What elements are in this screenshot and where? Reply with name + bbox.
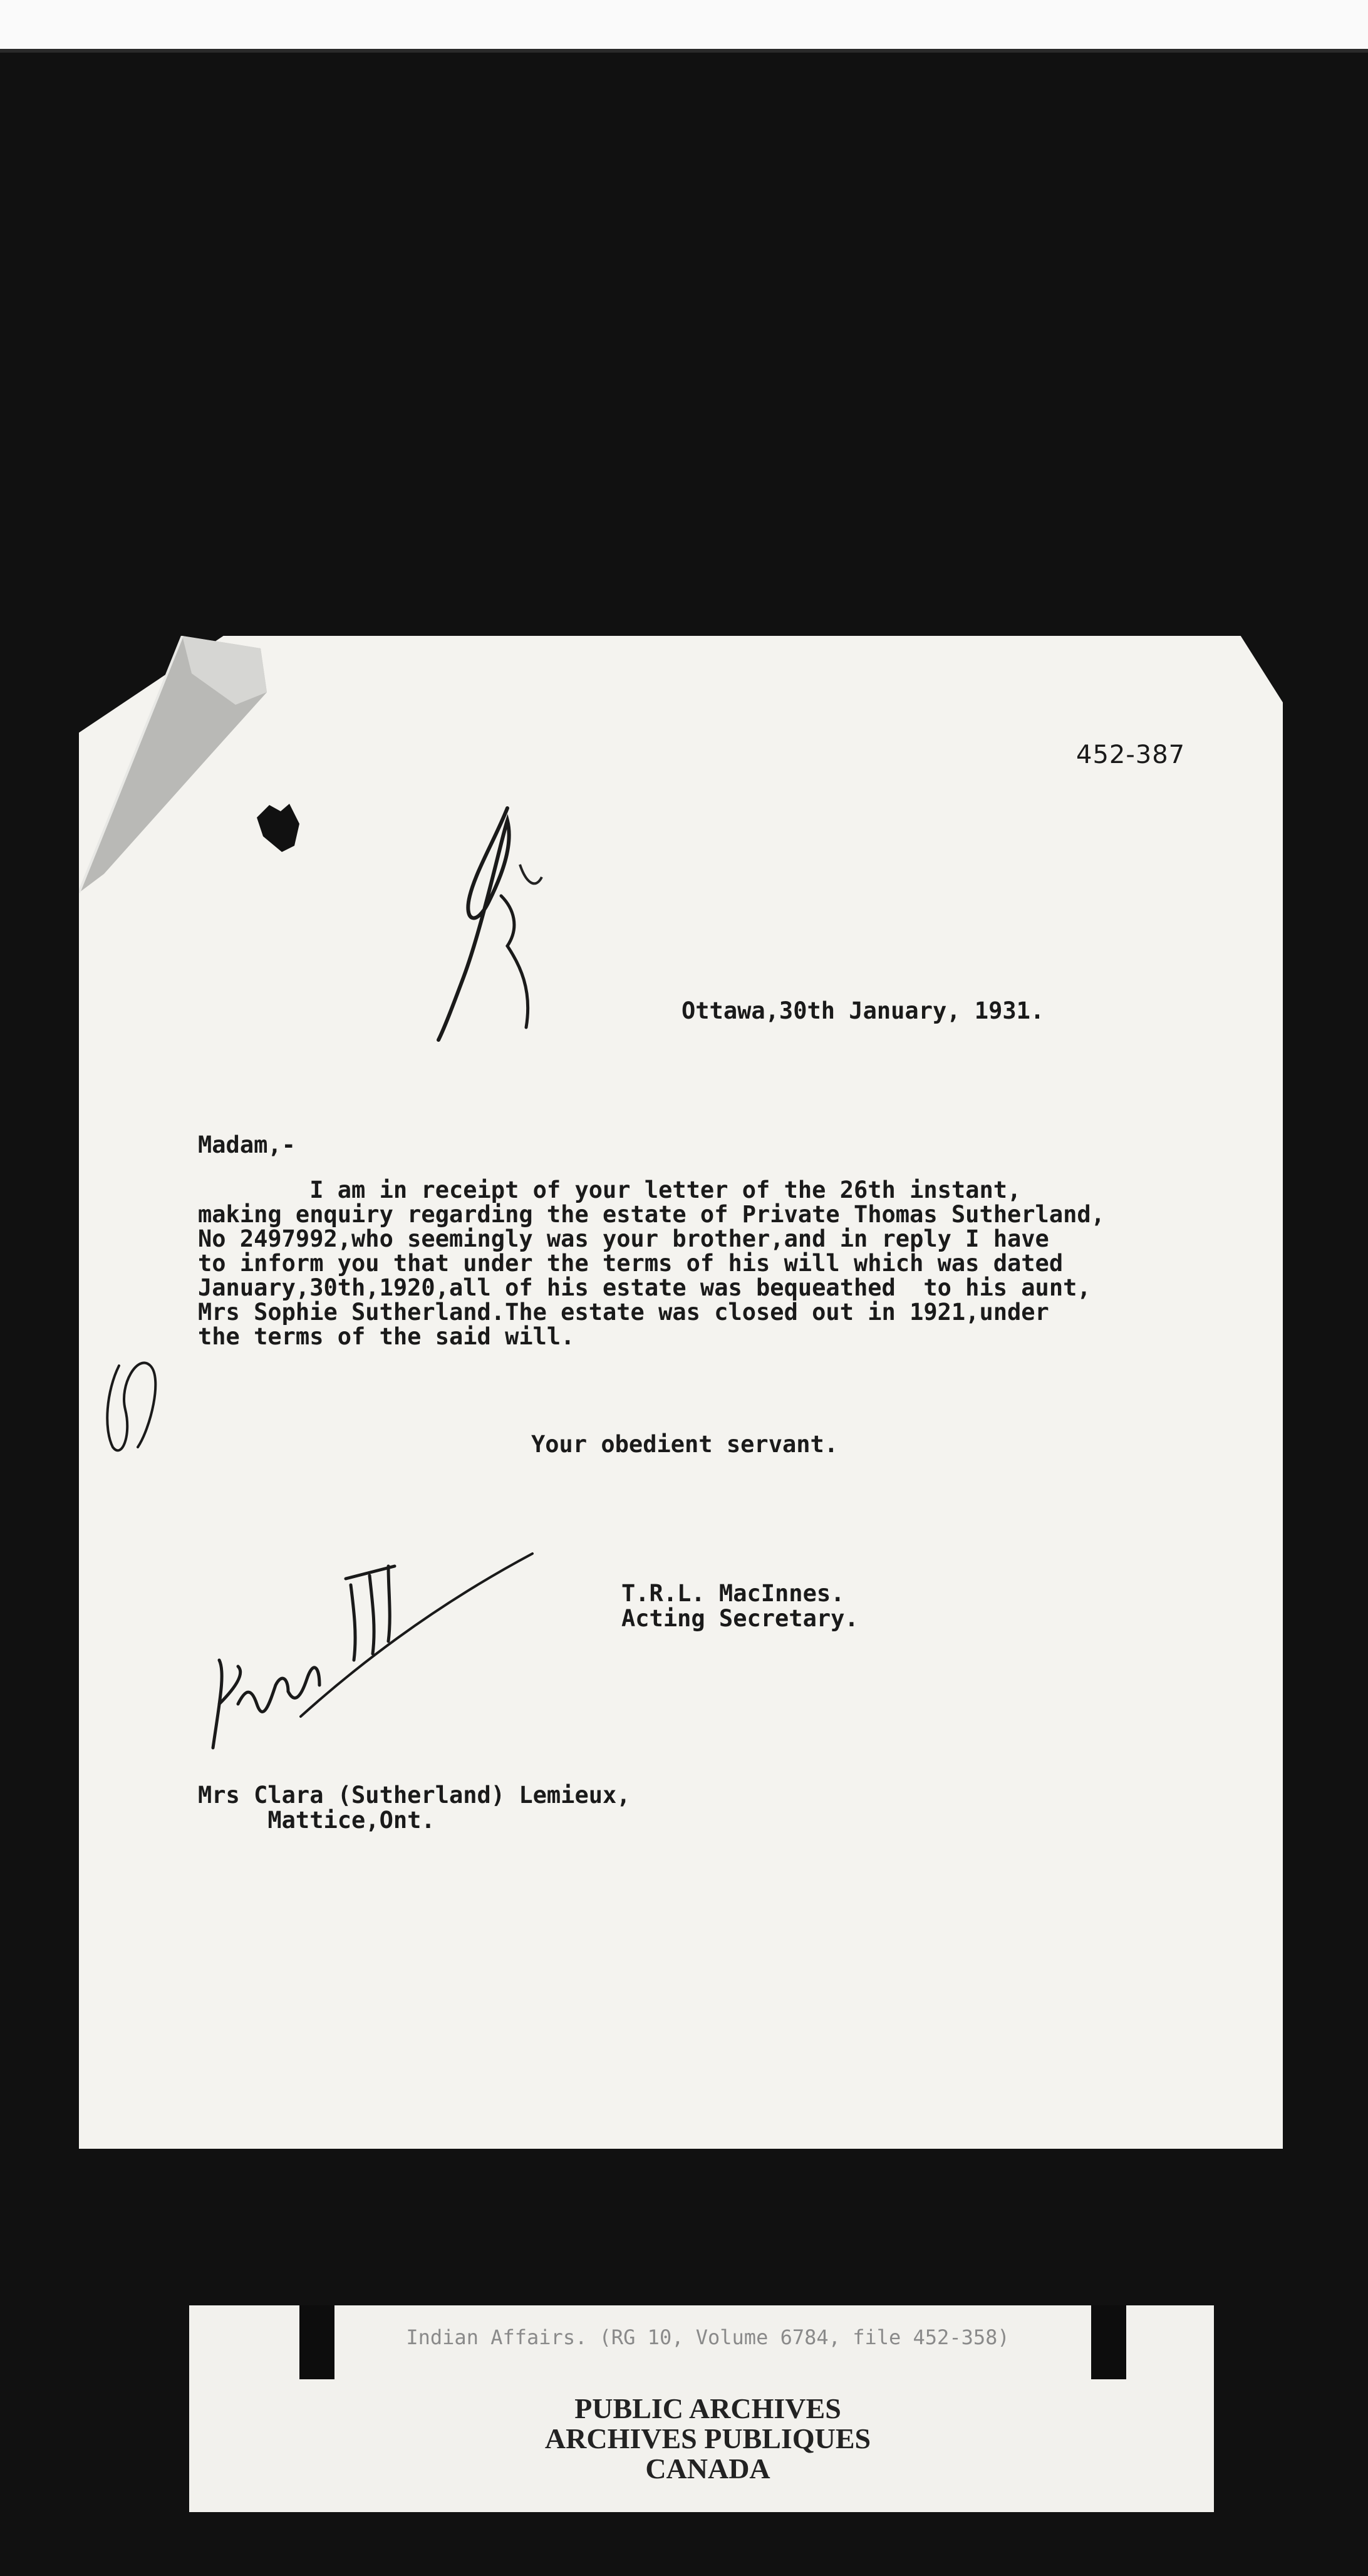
- label-notch-left: [299, 2305, 334, 2379]
- handwritten-initials-mark: [426, 802, 551, 1046]
- archive-reference: Indian Affairs. (RG 10, Volume 6784, file 452-358): [406, 2325, 1010, 2349]
- signatory-block: [621, 1581, 859, 1631]
- salutation: Madam,-: [198, 1131, 296, 1158]
- file-number: 452-387: [1076, 740, 1186, 769]
- signatory-name: T.R.L. MacInnes.: [621, 1580, 845, 1607]
- closing-line: Your obedient servant.: [531, 1431, 839, 1458]
- body-line: January,30th,1920,all of his estate was bequeathed to his aunt,: [198, 1274, 1091, 1301]
- body-line: making enquiry regarding the estate of Private Thomas Sutherland,: [198, 1201, 1105, 1228]
- ink-blot: [251, 799, 307, 855]
- body-line: Mrs Sophie Sutherland.The estate was closed out in 1921,under: [198, 1299, 1049, 1326]
- body-line: I am in receipt of your letter of the 26th instant,: [198, 1176, 1022, 1203]
- body-line: to inform you that under the terms of his will which was dated: [198, 1250, 1064, 1277]
- addressee-place: Mattice,Ont.: [198, 1807, 435, 1834]
- folded-corner: [79, 636, 267, 899]
- archive-country: CANADA: [645, 2453, 770, 2485]
- date-line: Ottawa,30th January, 1931.: [681, 997, 1045, 1024]
- film-top-margin: [0, 0, 1368, 53]
- archive-name-fr: ARCHIVES PUBLIQUES: [544, 2423, 871, 2454]
- addressee-block: [198, 1783, 631, 1833]
- handwritten-signature: [200, 1516, 539, 1754]
- addressee-name: Mrs Clara (Sutherland) Lemieux,: [198, 1782, 631, 1809]
- body-line: the terms of the said will.: [198, 1323, 575, 1350]
- archive-name-en: PUBLIC ARCHIVES: [574, 2392, 841, 2424]
- label-notch-right: [1091, 2305, 1126, 2379]
- letter-body: [198, 1178, 1105, 1349]
- margin-handwritten-mark: [100, 1341, 169, 1466]
- body-line: No 2497992,who seemingly was your brother,and in reply I have: [198, 1225, 1049, 1252]
- signatory-title: Acting Secretary.: [621, 1605, 859, 1632]
